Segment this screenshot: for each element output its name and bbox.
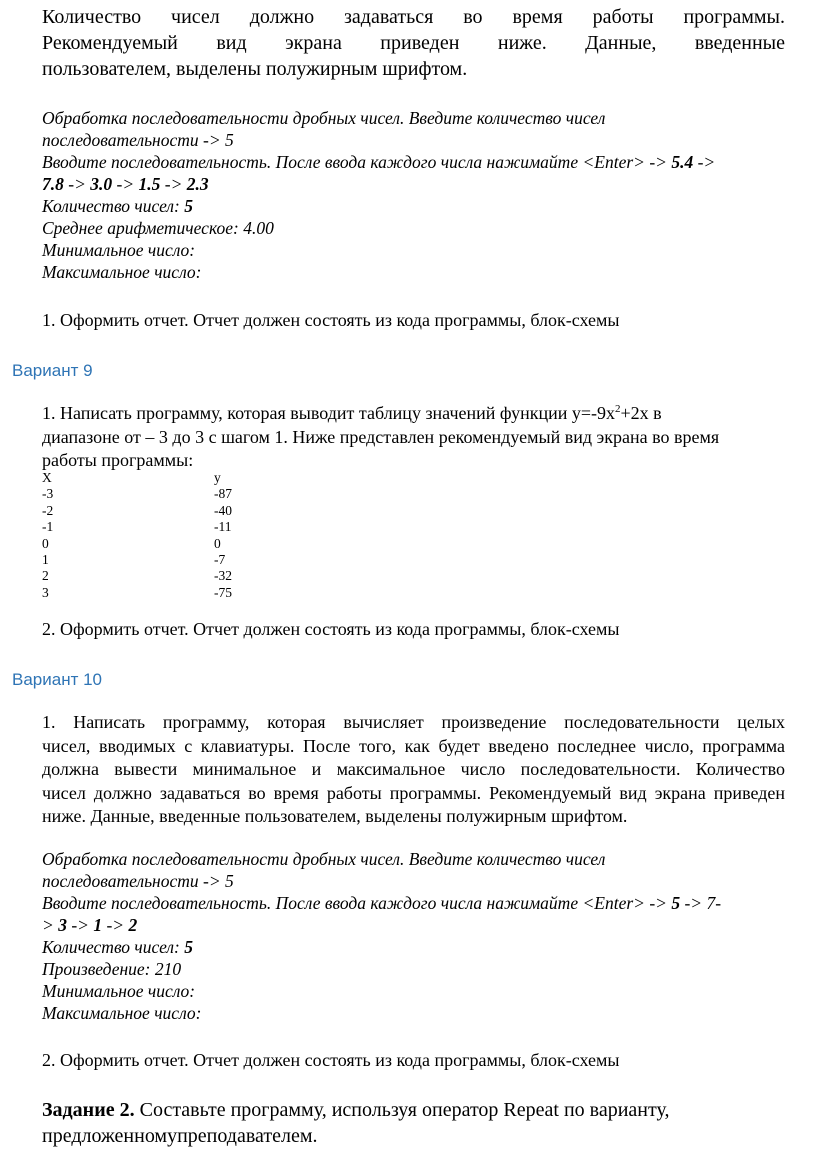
user-input: 1.5 <box>138 174 161 194</box>
text-line: Максимальное число: <box>42 262 202 282</box>
arrow: -> <box>63 174 91 194</box>
arrow: > <box>42 915 59 935</box>
variant-9-task <box>42 402 785 473</box>
task-label: Задание 2. <box>42 1099 135 1121</box>
header-x: X <box>42 470 52 485</box>
text-line: Обработка последовательности дробных чисел. Введите количество чисел <box>42 849 606 869</box>
table-row <box>42 486 232 502</box>
arrow: -> <box>160 174 187 194</box>
cell-y: -32 <box>214 568 232 584</box>
table-row <box>42 503 232 519</box>
cell-x: 0 <box>42 535 49 551</box>
user-input: 1 <box>93 915 103 935</box>
text-line: Обработка последовательности дробных чисел. Введите количество чисел <box>42 108 606 128</box>
cell-y: -11 <box>214 519 232 535</box>
text-line: Произведение: 210 <box>42 959 182 979</box>
table-row <box>42 536 232 552</box>
report-task: 2. Оформить отчет. Отчет должен состоять из кода программы, блок-схемы <box>42 619 620 639</box>
table-header <box>42 470 232 486</box>
cell-x: 3 <box>42 584 49 600</box>
variant-9-heading: Вариант 9 <box>12 361 93 380</box>
user-input: 2.3 <box>186 174 209 194</box>
report-task: 2. Оформить отчет. Отчет должен состоять из кода программы, блок-схемы <box>42 1050 620 1070</box>
user-input: 3 <box>58 915 67 935</box>
text-line: последовательности -> 5 <box>42 871 234 891</box>
cell-x: 2 <box>42 568 49 584</box>
user-input: 3.0 <box>90 174 113 194</box>
user-input: 5.4 <box>671 152 694 172</box>
arrow: -> <box>112 174 139 194</box>
text-line: Среднее арифметическое: 4.00 <box>42 218 274 238</box>
arrow: -> <box>102 915 129 935</box>
report-task: 1. Оформить отчет. Отчет должен состоять из кода программы, блок-схемы <box>42 310 620 330</box>
cell-y: -75 <box>214 584 232 600</box>
text-line <box>42 1097 785 1123</box>
text: 1. Написать программу, которая выводит таблицу значений функции y=-9x <box>42 403 616 423</box>
text-line: Рекомендуемый вид экрана приведен ниже. Данные, введенные <box>42 32 785 54</box>
text-line <box>42 195 785 217</box>
cell-y: 0 <box>214 535 221 551</box>
text-line <box>42 173 785 195</box>
text-line: Минимальное число: <box>42 240 196 260</box>
text-line: 1. Написать программу, которая вычисляет произведение последовательности целых <box>42 712 785 732</box>
example-screen-1 <box>42 107 785 283</box>
text-line <box>42 892 785 914</box>
table-row <box>42 585 232 601</box>
text-line <box>42 936 785 958</box>
text-line: Минимальное число: <box>42 981 196 1001</box>
text-line: диапазоне от – 3 до 3 с шагом 1. Ниже представлен рекомендуемый вид экрана во время <box>42 426 720 447</box>
count-label: Количество чисел: <box>42 196 185 216</box>
text-line: должна вывести минимальное и максимальное число последовательности. Количество <box>42 759 785 779</box>
arrow: -> <box>66 915 94 935</box>
arrow: -> 7- <box>680 893 722 913</box>
count-value: 5 <box>184 196 193 216</box>
cell-y: -40 <box>214 502 232 518</box>
text: Составьте программу, используя оператор Repeat по варианту, <box>134 1099 670 1121</box>
text-line: пользователем, выделены полужирным шрифтом. <box>42 58 468 80</box>
cell-y: -7 <box>214 552 226 568</box>
text-line <box>42 151 785 173</box>
text-line: чисел должно задаваться во время работы программы. Рекомендуемый вид экрана приведен <box>42 782 785 803</box>
cell-x: 1 <box>42 552 49 568</box>
text-line: ниже. Данные, введенные пользователем, выделены полужирным шрифтом. <box>42 806 628 826</box>
text: +2x в <box>620 403 662 423</box>
count-value: 5 <box>184 937 193 957</box>
intro-paragraph <box>42 4 785 82</box>
prompt-text: Вводите последовательность. После ввода каждого числа нажимайте <Enter> -> <box>42 893 672 913</box>
table-row <box>42 519 232 535</box>
example-screen-2 <box>42 848 785 1024</box>
task-2 <box>42 1097 785 1149</box>
text-line: последовательности -> 5 <box>42 130 234 150</box>
text-line: предложенномупреподавателем. <box>42 1125 318 1147</box>
text-line: чисел, вводимых с клавиатуры. После того, как будет введено последнее число, программа <box>42 735 785 756</box>
cell-x: -1 <box>42 519 54 535</box>
count-label: Количество чисел: <box>42 937 185 957</box>
values-table <box>42 470 232 601</box>
text-line <box>42 914 785 936</box>
table-row <box>42 568 232 584</box>
cell-x: -3 <box>42 486 54 502</box>
text-line: работы программы: <box>42 450 194 470</box>
superscript: 2 <box>615 403 621 415</box>
arrow: -> <box>693 152 716 172</box>
user-input: 2 <box>128 915 138 935</box>
text-line <box>42 402 785 426</box>
cell-y: -87 <box>214 486 232 502</box>
cell-x: -2 <box>42 502 54 518</box>
prompt-text: Вводите последовательность. После ввода каждого числа нажимайте <Enter> -> <box>42 152 672 172</box>
user-input: 7.8 <box>42 174 64 194</box>
text-line: Максимальное число: <box>42 1003 202 1023</box>
table-row <box>42 552 232 568</box>
text-line: Количество чисел должно задаваться во время работы программы. <box>42 6 785 28</box>
variant-10-heading: Вариант 10 <box>12 670 103 689</box>
user-input: 5 <box>671 893 681 913</box>
header-y: y <box>214 470 221 485</box>
variant-10-task <box>42 711 785 829</box>
